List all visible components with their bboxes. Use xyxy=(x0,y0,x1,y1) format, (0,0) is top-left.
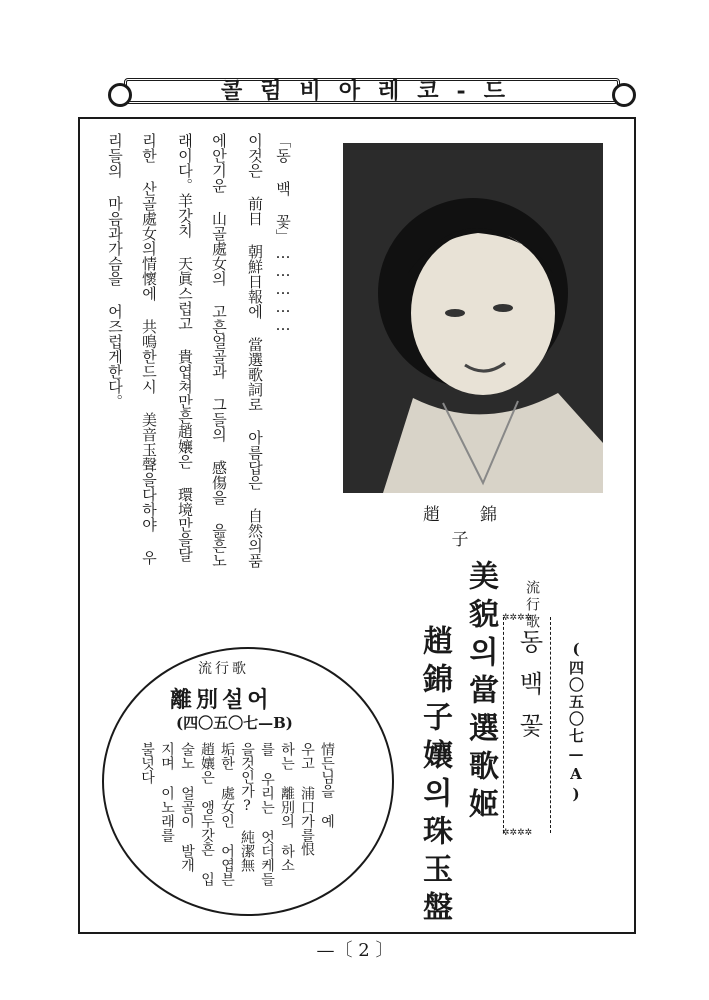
circle-verse-line: 우고 浦口가를恨 xyxy=(299,742,315,856)
circle-record-number: (四〇五〇七—B) xyxy=(176,714,293,732)
verse-line: 래이다。羊갓치 天眞스럽고 貴엽쳐만흔趙孃은 環境만을달 xyxy=(176,133,194,562)
scroll-ornament-right xyxy=(612,83,636,107)
photo-caption: 趙錦子 xyxy=(423,505,537,550)
headline-1: 美貌의當選歌姬 xyxy=(463,560,498,826)
circle-verse-line: 지며 이노래를 xyxy=(159,742,175,842)
circle-verse-line: 불넛다 xyxy=(139,742,155,784)
verse-line: 이것은 前日 朝鮮日報에 當選歌詞로 아름답은 自然의품 xyxy=(246,133,264,568)
circle-verse-line: 을것인가? 純潔無 xyxy=(239,742,255,872)
circle-genre: 流行歌 xyxy=(198,661,249,677)
portrait-illustration xyxy=(343,143,603,493)
scroll-ornament-left xyxy=(108,83,132,107)
circle-verse-line: 情든님을 예 xyxy=(319,742,335,828)
circle-verse-line: 를 우리는 엇더케들 xyxy=(259,742,275,886)
star-border-bottom: ✲✲✲✲ xyxy=(502,828,533,838)
record-title: 동백꽃 xyxy=(515,629,543,755)
headline-2: 趙錦子孃의珠玉盤 xyxy=(417,625,452,929)
verse-line: 에안기운 山골處女의 고흔얼골과 그들의 感傷을 읊흔노 xyxy=(210,133,228,568)
star-border-top: ✲✲✲✲ xyxy=(502,613,533,623)
verse-title: 「동 백 꽃」…………… xyxy=(274,133,292,334)
genre-label: 流行歌 xyxy=(524,580,540,631)
page-number: —〔 2 〕 xyxy=(316,940,394,961)
circle-title: 離別설어 xyxy=(170,687,273,713)
header-banner xyxy=(108,74,636,108)
verse-line: 리들의 마음과가슴을 어즈럽게한다。 xyxy=(106,133,124,409)
verse-line: 리한 산골處女의情懷에 共鳴한드시 美音玉聲을다하야 우 xyxy=(140,133,158,565)
record-title-box xyxy=(502,613,551,838)
banner-title: 콜럼비아레코-드 xyxy=(221,78,523,104)
circle-verse-line: 하는 離別의 하소 xyxy=(279,742,295,872)
circle-verse-line: 垢한 處女인 어엽븐 xyxy=(219,742,235,886)
circle-verse-line: 趙孃은 앵두갓흔 입 xyxy=(199,742,215,886)
record-number: (四〇五〇七—A) xyxy=(567,640,585,805)
circle-verse-line: 술노 얼골이 발개 xyxy=(179,742,195,872)
singer-photo xyxy=(343,143,603,493)
